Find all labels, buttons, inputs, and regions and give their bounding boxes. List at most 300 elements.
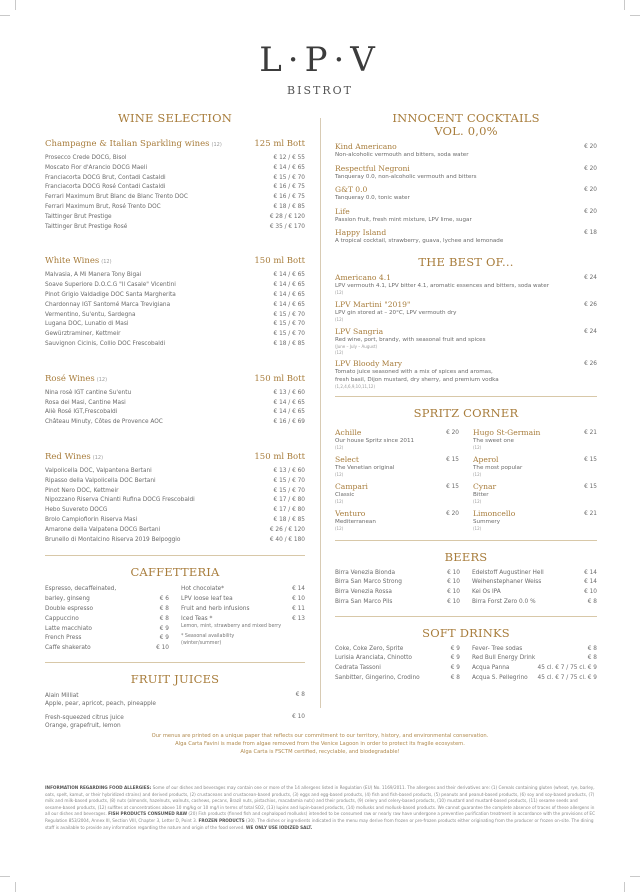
- allergy-text: Some of our dishes and beverages may contain one or more of the 14 allergens listed in Regulation (EU) No. 1169/2011. The allergens and their derivatives are: (1) Cereals containing gluten (wheat, rye, barley, oats, spelt, kamut, or their hybridized strains) and derived products, (2) crustaceans and crustacean-based products, (3) eggs and egg-based products, (4) fish and fish-based products, (5) peanuts and peanut-based products, (6) soy and soy-based products, (7) milk and milk-based products, (8) nuts (almonds, hazelnuts, walnuts, cashews, pecans, Brazil nuts, pistachios, macadamia nuts) and their products, (9) celery and celery-based products, (10) mustard and mustard-based products, (11) sesame seeds and sesame-based products, (12) sulfites at concentrations above 10 mg/kg or 10 mg/l in terms of total SO2, (13) lupins and lupin-based products, (14) mollusks and mollusk-based products. We cannot guarantee the complete absence of traces of these allergens in all our dishes and beverages.: [45, 785, 595, 817]
- menu-item: [181, 605, 305, 615]
- crop-mark: [15, 882, 16, 892]
- item-price: € 40 / € 180: [269, 536, 305, 543]
- item-name: Achille: [335, 427, 362, 437]
- item-price: € 13 / € 60: [273, 389, 305, 396]
- iodized-salt-note: WE ONLY USE IODIZED SALT.: [245, 824, 313, 830]
- menu-item: [472, 674, 597, 684]
- item-name: Red Bull Energy Drink: [472, 655, 536, 662]
- item-name: Birra Venezia Rossa: [335, 589, 392, 596]
- left-column: [45, 112, 305, 730]
- menu-item: [335, 327, 597, 356]
- item-price: € 6: [159, 596, 169, 603]
- item-price: € 15 / € 70: [273, 321, 305, 328]
- item-price: € 16 / € 75: [273, 184, 305, 191]
- menu-item: [45, 193, 305, 203]
- item-price: € 18 / € 85: [273, 203, 305, 210]
- item-description: Tanqueray 0.0, non-alcoholic vermouth and bitters: [335, 173, 477, 180]
- crop-mark: [624, 0, 625, 10]
- item-price: € 10: [156, 645, 169, 652]
- item-price: € 26 / € 120: [269, 526, 305, 533]
- item-name: Chardonnay IGT Santomé Marca Trevigiana: [45, 301, 171, 308]
- menu-item: [335, 664, 460, 674]
- allergen-note: (12): [335, 526, 344, 531]
- section-title: FRUIT JUICES: [130, 671, 220, 686]
- item-price: € 8: [587, 645, 597, 652]
- best-of-section: [335, 256, 597, 390]
- menu-item: [335, 164, 597, 182]
- item-price: € 14 / € 65: [273, 164, 305, 171]
- item-price: € 21: [584, 510, 597, 517]
- section-title: INNOCENT COCKTAILS: [392, 111, 540, 125]
- item-price: € 17 / € 80: [273, 497, 305, 504]
- item-name: Cappuccino: [45, 615, 79, 622]
- item-name: Kei Os IPA: [472, 589, 501, 596]
- section-title: SPRITZ CORNER: [413, 405, 519, 420]
- item-name: Valpolicella DOC, Valpantena Bertani: [45, 467, 152, 474]
- allergen-note: (12): [211, 142, 222, 148]
- item-price: € 12 / € 55: [273, 155, 305, 161]
- item-price: € 15 / € 70: [273, 311, 305, 318]
- menu-item: [45, 644, 169, 654]
- menu-item: [335, 455, 459, 478]
- menu-item: [45, 467, 305, 477]
- item-price: € 10: [447, 598, 460, 605]
- item-name: Malvasia, A Mi Manera Tony Bigai: [45, 272, 142, 279]
- item-price: € 18 / € 85: [273, 516, 305, 523]
- menu-item: [45, 477, 305, 487]
- item-name: Edelstoff Augustiner Hell: [472, 569, 544, 576]
- item-name: Hebo Suvereto DOCG: [45, 507, 108, 514]
- item-name: Fever- Tree sodas: [472, 645, 523, 652]
- raw-fish-heading: FISH PRODUCTS CONSUMED RAW: [108, 811, 188, 817]
- menu-item: [335, 598, 460, 608]
- item-description: Red wine, port, brandy, with seasonal fruit and spices: [335, 336, 486, 343]
- item-name: Birra San Marco Strong: [335, 579, 402, 586]
- item-price: € 10: [584, 589, 597, 596]
- brand-logo: [0, 40, 640, 97]
- section-subtitle: VOL. 0,0%: [434, 124, 498, 138]
- item-name: Vermentino, Su'entu, Sardegna: [45, 311, 136, 318]
- menu-item: [335, 428, 459, 451]
- item-name: Coke, Coke Zero, Sprite: [335, 645, 404, 652]
- item-name: Pinot Grigio Valdadige DOC Santa Margherita: [45, 291, 176, 298]
- item-name: Soave Superiore D.O.C.G "Il Casale" Vicentini: [45, 282, 176, 289]
- item-description: The Venetian original: [335, 464, 395, 471]
- item-price: € 11: [292, 605, 305, 612]
- menu-item: [45, 692, 305, 708]
- menu-item: [335, 273, 597, 296]
- section-title: BEERS: [444, 549, 488, 564]
- fruit-juices-section: [45, 673, 305, 730]
- allergy-heading: INFORMATION REGARDING FOOD ALLERGIES:: [45, 785, 152, 790]
- item-name: Taittinger Brut Prestige Rosé: [45, 223, 128, 230]
- menu-item: [45, 183, 305, 193]
- item-name: Cynar: [473, 481, 497, 491]
- category-size-header: 150 ml Bott: [254, 373, 305, 384]
- item-description: A tropical cocktail, strawberry, guava, lychee and lemonade: [335, 238, 504, 244]
- item-description: Passion fruit, fresh mint mixture, LPV lime, sugar: [335, 216, 472, 223]
- seasonal-note-line: (winter/summer): [181, 640, 222, 646]
- item-price: € 14 / € 65: [273, 399, 305, 406]
- item-price: € 9: [450, 655, 460, 662]
- menu-item: [45, 223, 305, 233]
- item-name: Hugo St-Germain: [473, 427, 541, 437]
- season-note: (June – July – August): [335, 344, 378, 349]
- item-name: LPV Martini "2019": [335, 299, 411, 309]
- item-price: € 8: [295, 691, 305, 698]
- item-name: Aliè Rosé IGT,Frescobaldi: [45, 409, 118, 416]
- section-divider: [335, 540, 597, 541]
- menu-item: [335, 228, 597, 246]
- item-name: Fruit and herb infusions: [181, 605, 250, 612]
- menu-item: [45, 516, 305, 526]
- menu-item: [45, 615, 169, 625]
- menu-item: [45, 408, 305, 418]
- menu-item: [473, 455, 597, 478]
- logo-subtitle: BISTROT: [287, 84, 353, 97]
- menu-item: [472, 569, 597, 579]
- item-name: Double espresso: [45, 605, 94, 612]
- item-name: Birra Forst Zero 0.0 %: [472, 598, 536, 605]
- item-price: € 14 / € 65: [273, 301, 305, 308]
- item-name: Brunello di Montalcino Riserva 2019 Belpoggio: [45, 536, 181, 543]
- item-name: Prosecco Crede DOCG, Bisol: [45, 155, 127, 161]
- item-price: € 10: [447, 569, 460, 576]
- item-price: € 21: [584, 429, 597, 436]
- section-divider: [335, 396, 597, 397]
- menu-item: [45, 281, 305, 291]
- item-price: € 24: [584, 274, 597, 281]
- item-description: Tomato juice seasoned with a mix of spices and aromas,: [335, 369, 493, 375]
- menu-item: [45, 625, 169, 635]
- eco-line: Alga Carta Favini is made from algae removed from the Venice Lagoon in order to protect its fragile ecosystem.: [175, 741, 465, 747]
- item-name: Taittinger Brut Prestige: [45, 213, 112, 220]
- item-description: Non-alcoholic vermouth and bitters, soda water: [335, 152, 469, 158]
- item-price: € 8: [159, 605, 169, 612]
- item-name: Pinot Nero DOC, Kettmeir: [45, 487, 119, 494]
- menu-item: [45, 154, 305, 164]
- frozen-text: (30). The dishes or ingredients indicated in the menu may derive from frozen or pre-frozen products either originating from the producer or frozen on-site. The dining staff is available to provide any information regarding the nature and origin of the food served.: [45, 817, 594, 830]
- item-name: Franciacorta DOCG Brut, Contadi Castaldi: [45, 174, 166, 181]
- item-name: French Press: [45, 635, 82, 642]
- item-name: Lugana DOC, Lunatio di Masi: [45, 321, 129, 328]
- category-name: Rosé Wines: [45, 373, 95, 384]
- item-name: LPV Sangria: [335, 326, 384, 336]
- item-price: € 15: [446, 483, 459, 490]
- seasonal-note: [181, 633, 305, 647]
- item-name: Espresso, decaffeinated,: [45, 586, 117, 593]
- item-description: fresh basil, Dijon mustard, dry sherry, and premium vodka: [335, 376, 499, 383]
- item-price: € 9: [159, 635, 169, 642]
- allergen-note: (12): [473, 472, 482, 477]
- item-price: € 20: [446, 429, 459, 436]
- item-price: € 18: [584, 230, 597, 236]
- menu-item: [335, 674, 460, 684]
- item-price: € 15: [446, 456, 459, 463]
- allergen-note: (12): [101, 259, 112, 266]
- menu-item: [45, 536, 305, 546]
- item-price: € 14: [584, 569, 597, 576]
- eco-line: Alga Carta is FSCTM certified, recyclable, and biodegradable!: [240, 749, 400, 755]
- menu-item: [473, 482, 597, 505]
- menu-item: [45, 320, 305, 330]
- menu-item: [181, 595, 305, 605]
- item-description: Apple, pear, apricot, peach, pineapple: [45, 700, 156, 707]
- frozen-heading: FROZEN PRODUCTS: [198, 817, 245, 823]
- item-name: Sanbitter, Gingerino, Crodino: [335, 675, 420, 682]
- item-price: € 8: [159, 615, 169, 622]
- item-price: € 10: [292, 596, 305, 603]
- item-price: € 18 / € 85: [273, 340, 305, 347]
- item-description: Orange, grapefruit, lemon: [45, 722, 121, 729]
- category-size-header: 150 ml Bott: [254, 451, 305, 462]
- item-name: Cedrata Tassoni: [335, 665, 381, 672]
- category-size-header: 150 ml Bott: [254, 256, 305, 267]
- menu-item: [45, 203, 305, 213]
- item-name: Sauvignon Cicinis, Collio DOC Frescobaldi: [45, 340, 166, 347]
- item-price: € 8: [450, 675, 460, 682]
- item-price: € 15: [584, 456, 597, 463]
- logo-mark: L·P·V: [259, 40, 381, 80]
- item-name: Ferrari Maximum Brut Blanc de Blanc Trento DOC: [45, 194, 188, 201]
- item-name: Americano 4.1: [335, 272, 391, 282]
- item-name: Alain Milliat: [45, 692, 79, 699]
- menu-item: [473, 428, 597, 451]
- menu-item: [45, 389, 305, 399]
- item-name: Amarone della Valpatena DOCG Bertani: [45, 526, 161, 533]
- item-name: Life: [335, 206, 350, 216]
- category-size-header: 125 ml Bott: [254, 139, 305, 149]
- item-price: € 26: [584, 361, 597, 367]
- item-name: Ferrari Maximum Brut, Rosé Trento DOC: [45, 203, 161, 210]
- item-name: Lurisia Aranciata, Chinotto: [335, 655, 412, 662]
- allergen-note: (12): [473, 526, 482, 531]
- item-price: € 15 / € 70: [273, 487, 305, 494]
- item-description: Our house Spritz since 2011: [335, 437, 415, 444]
- item-name: Limoncello: [473, 508, 516, 518]
- crop-mark: [630, 15, 640, 16]
- item-name: Gewürztraminer, Kettmeir: [45, 331, 121, 338]
- menu-item: [45, 526, 305, 536]
- crop-mark: [630, 876, 640, 877]
- menu-item: [45, 634, 169, 644]
- caffetteria-section: [45, 566, 305, 654]
- item-name: LPV Bloody Mary: [335, 359, 402, 368]
- wine-selection-section: [45, 112, 305, 545]
- crop-mark: [15, 0, 16, 10]
- column-divider: [320, 118, 321, 708]
- iced-tea-description: Lemon, mint, strawberry and mixed berry: [181, 623, 282, 629]
- category-name: Red Wines: [45, 451, 91, 462]
- allergen-note: (12): [335, 349, 344, 355]
- item-price: € 10: [447, 579, 460, 586]
- menu-item: [45, 714, 305, 730]
- item-price: € 20: [584, 208, 597, 215]
- item-name: Aperol: [473, 454, 499, 464]
- item-price: € 26: [584, 301, 597, 308]
- item-name: Fresh-squeezed citrus juice: [45, 714, 124, 721]
- item-price: € 8: [587, 598, 597, 605]
- menu-item: [472, 654, 597, 664]
- item-name: Latte macchiato: [45, 625, 92, 632]
- menu-item: [472, 578, 597, 588]
- item-name: Brolo Campiofiorin Riserva Masi: [45, 516, 138, 523]
- item-price: € 10: [292, 713, 305, 720]
- allergen-note: (12): [473, 499, 482, 504]
- item-price: € 14 / € 65: [273, 272, 305, 279]
- menu-item: [45, 311, 305, 321]
- menu-item: [181, 585, 305, 595]
- item-description: The most popular: [473, 464, 523, 471]
- menu-item: [45, 585, 169, 595]
- item-price: € 9: [159, 625, 169, 632]
- item-name: Happy Island: [335, 228, 387, 237]
- item-name: Nipozzano Riserva Chianti Rufina DOCG Frescobaldi: [45, 497, 195, 504]
- allergen-note: (12): [92, 454, 104, 461]
- allergen-note: (12): [473, 445, 482, 450]
- spritz-corner-section: [335, 407, 597, 532]
- innocent-cocktails-section: [335, 112, 597, 246]
- eco-paper-notice: [0, 732, 640, 756]
- item-price: 45 cl. € 7 / 75 cl. € 9: [537, 675, 597, 682]
- menu-item: [45, 213, 305, 223]
- section-title: WINE SELECTION: [117, 111, 233, 125]
- item-name: Hot chocolate*: [181, 586, 225, 593]
- section-title: CAFFETTERIA: [130, 565, 220, 580]
- item-description: Bitter: [473, 491, 489, 498]
- item-price: € 20: [584, 165, 597, 172]
- item-price: € 20: [584, 187, 597, 193]
- item-price: € 14: [584, 579, 597, 586]
- item-price: € 20: [446, 510, 459, 517]
- item-price: € 10: [447, 589, 460, 596]
- crop-mark: [0, 15, 10, 16]
- item-price: € 15 / € 70: [273, 477, 305, 484]
- item-price: € 20: [584, 144, 597, 150]
- menu-item: [45, 506, 305, 516]
- allergen-note: (12): [335, 472, 344, 477]
- item-description: Classic: [335, 491, 355, 498]
- menu-item: [45, 174, 305, 184]
- item-name: Iced Teas *: [181, 615, 213, 622]
- item-name: Venturo: [335, 508, 366, 518]
- menu-item: [335, 578, 460, 588]
- item-name: barley, ginseng: [45, 596, 90, 603]
- section-divider: [45, 662, 305, 663]
- item-description: Mediterranean: [335, 518, 376, 525]
- category-name: White Wines: [45, 256, 100, 267]
- item-name: Kind Americano: [335, 142, 397, 151]
- menu-item: [472, 598, 597, 608]
- item-name: Ripasso della Valpolicella DOC Bertani: [45, 477, 156, 484]
- allergen-note: (12): [96, 376, 108, 383]
- wine-category-sparkling: [45, 131, 305, 232]
- menu-item: [473, 509, 597, 532]
- item-price: € 16 / € 69: [273, 419, 305, 426]
- item-name: Acqua Panna: [472, 665, 510, 672]
- category-name: Champagne & Italian Sparkling wines: [45, 139, 210, 149]
- item-price: € 9: [450, 665, 460, 672]
- menu-item: [335, 359, 597, 390]
- item-name: Campari: [335, 481, 368, 491]
- menu-item: [472, 664, 597, 674]
- item-name: Respectful Negroni: [335, 163, 410, 173]
- item-price: € 17 / € 80: [273, 507, 305, 514]
- allergy-information: [45, 785, 595, 831]
- menu-item: [335, 509, 459, 532]
- item-price: € 35 / € 170: [269, 223, 305, 230]
- menu-item: [472, 645, 597, 655]
- item-price: € 14 / € 65: [273, 291, 305, 298]
- item-name: Moscato Fior d'Arancio DOCG Maeli: [45, 164, 148, 171]
- menu-item: [45, 301, 305, 311]
- section-title: SOFT DRINKS: [422, 625, 510, 640]
- menu-item: [335, 482, 459, 505]
- menu-item: [335, 654, 460, 664]
- crop-mark: [624, 882, 625, 892]
- section-title: THE BEST OF...: [418, 254, 514, 269]
- right-column: [335, 112, 597, 684]
- item-description: Summery: [473, 518, 501, 525]
- item-name: Birra San Marco Pils: [335, 598, 393, 605]
- item-description: Tanqueray 0.0, tonic water: [335, 195, 410, 201]
- seasonal-note-line: * Seasonal availability: [181, 633, 235, 639]
- soft-drinks-section: [335, 627, 597, 684]
- allergen-note: (12): [335, 290, 344, 295]
- menu-item: [335, 185, 597, 203]
- allergen-note: (12): [335, 445, 344, 450]
- menu-item: [45, 271, 305, 281]
- item-name: Weihenstephaner Weiss: [472, 579, 542, 586]
- raw-fish-text: (20) Fish products (finned fish and cephalopod mollusks) intended to be consumed raw or nearly raw have undergone a preventive purification treatment in accordance with the provisions of EC Regulation 853/2004, Annex III, Section VIII, Chapter 3, Letter D, Point 3.: [45, 811, 595, 823]
- menu-item: [45, 496, 305, 506]
- item-name: Franciacorta DOCG Rosé Contadi Castaldi: [45, 184, 166, 191]
- beers-section: [335, 551, 597, 608]
- eco-line: Our menus are printed on a unique paper that reflects our commitment to our territory, history, and environmental conservation.: [151, 733, 489, 739]
- item-price: € 9: [450, 645, 460, 652]
- allergen-note: (12): [335, 317, 344, 322]
- wine-category-rose: [45, 366, 305, 428]
- item-price: € 14 / € 65: [273, 282, 305, 289]
- item-name: Caffe shakerato: [45, 645, 91, 652]
- menu-item: [472, 588, 597, 598]
- item-name: Birra Venezia Bionda: [335, 569, 396, 576]
- item-price: € 28 / € 120: [269, 213, 305, 220]
- item-price: € 15 / € 70: [273, 331, 305, 338]
- item-price: € 14: [292, 586, 305, 593]
- menu-item: [45, 595, 169, 605]
- menu-item: [335, 142, 597, 160]
- menu-item: [335, 645, 460, 655]
- wine-category-white: [45, 248, 305, 349]
- item-price: € 14 / € 65: [273, 409, 305, 416]
- item-name: Acqua S. Pellegrino: [472, 675, 528, 682]
- item-price: € 13 / € 60: [273, 467, 305, 474]
- menu-item: [45, 164, 305, 174]
- allergen-note: (1,2,4,6,9,10,11,12): [335, 384, 376, 389]
- item-name: LPV loose leaf tea: [181, 596, 233, 603]
- menu-item: [45, 291, 305, 301]
- item-name: Nina rosè IGT cantine Su'entu: [45, 389, 132, 396]
- menu-item: [45, 399, 305, 409]
- item-price: 45 cl. € 7 / 75 cl. € 9: [537, 665, 597, 672]
- item-description: The sweet one: [473, 437, 514, 444]
- section-divider: [45, 555, 305, 556]
- item-name: Rosa dei Masi, Cantine Masi: [45, 399, 126, 406]
- menu-item: [45, 487, 305, 497]
- item-price: € 13: [292, 615, 305, 622]
- menu-item: [45, 605, 169, 615]
